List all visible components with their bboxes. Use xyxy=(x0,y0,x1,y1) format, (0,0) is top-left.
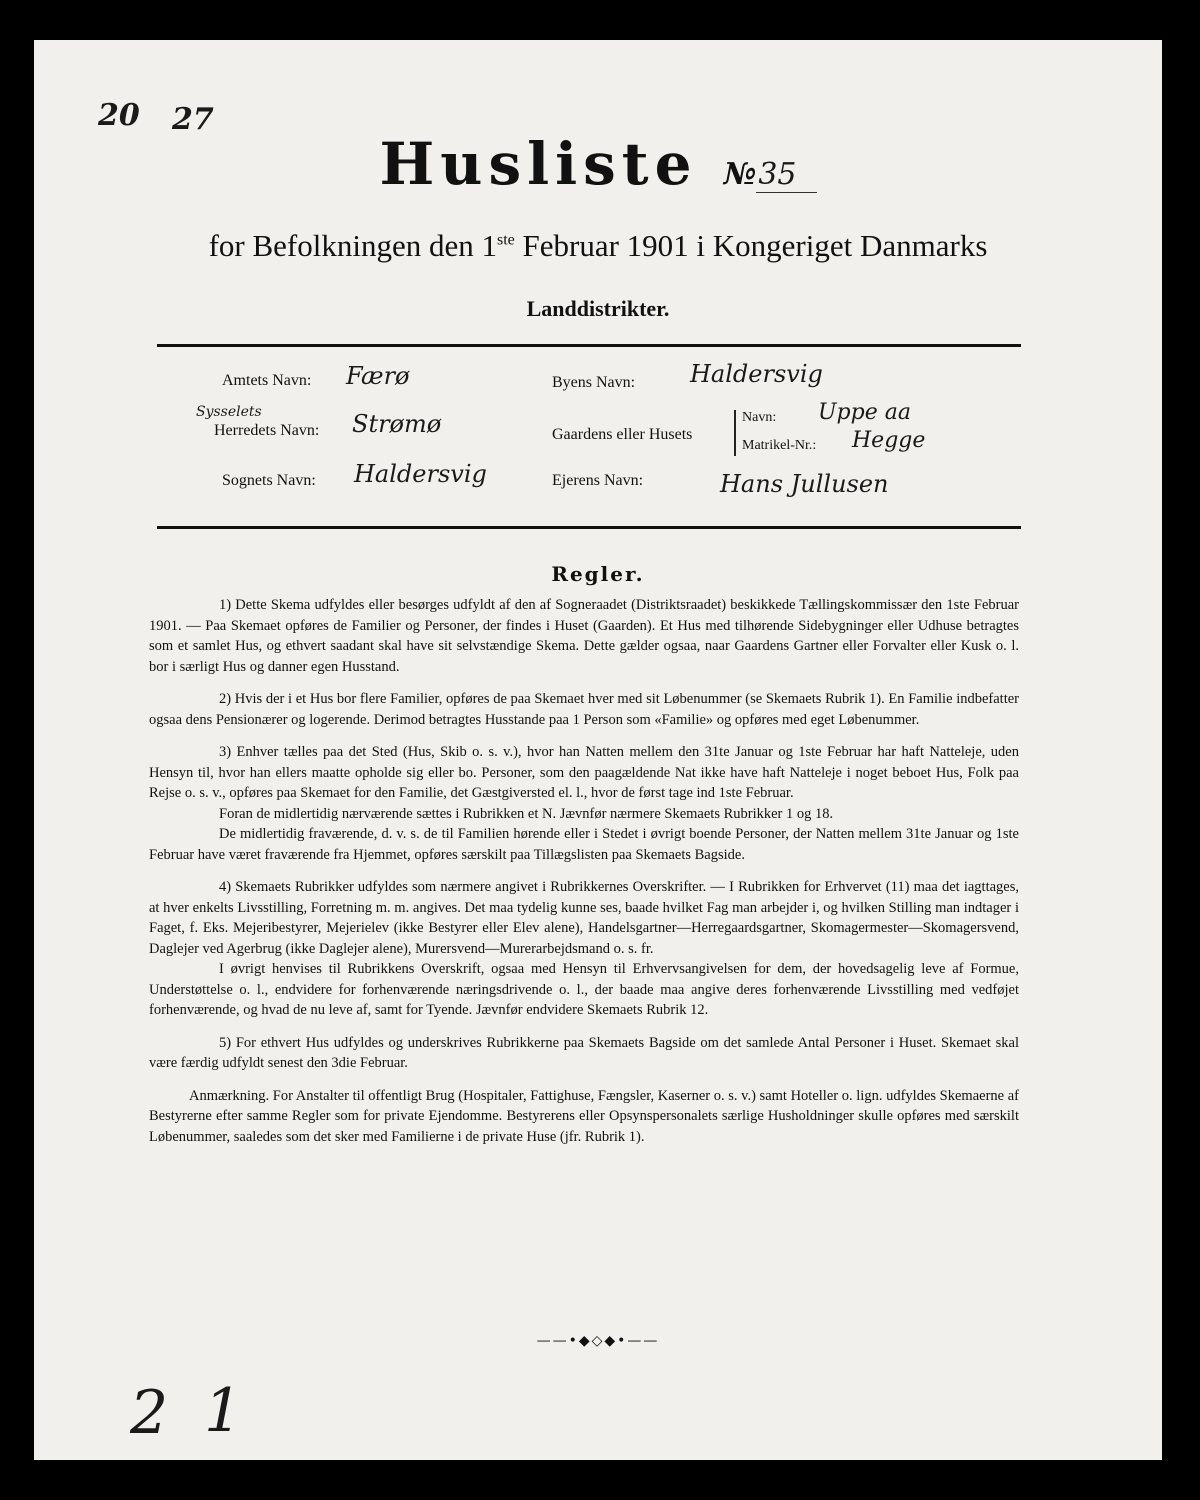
navn-label: Navn: xyxy=(742,410,777,425)
bottom-divider xyxy=(157,526,1021,529)
gaard-label: Gaardens eller Husets xyxy=(552,426,693,443)
rules-heading: Regler. xyxy=(551,562,645,586)
gaard-bracket xyxy=(734,410,736,456)
herred-label: Herredets Navn: xyxy=(214,422,320,439)
district-heading: Landdistrikter. xyxy=(526,296,670,321)
subtitle-post: Februar 1901 i Kongeriget Danmarks xyxy=(514,228,988,263)
by-label: Byens Navn: xyxy=(552,374,636,391)
rule-4-note: I øvrigt henvises til Rubrikkens Overskrift, ogsaa med Hensyn til Erhvervsangivelsen for dem, der hovedsagelig leve af Formue, Understøttelse o. l., endvidere for forhenværende næringsdrivende o. l., der baade maa angive deres forhenværende Livsstilling med vedføjet forhenværende, og hvad de nu leve af, samt for Tyende. Jævnfør endvidere Skemaets Rubrik 12. xyxy=(149,961,1019,1018)
number-label: № xyxy=(723,157,757,192)
bottom-number-right: 1 xyxy=(204,1376,243,1446)
ornament: ——•◆◇◆•—— xyxy=(536,1333,660,1349)
bottom-number-left: 2 xyxy=(130,1378,169,1448)
subtitle-sup: ste xyxy=(496,231,515,249)
sogn-value: Haldersvig xyxy=(354,460,487,488)
rule-3-note-a: Foran de midlertidig nærværende sættes i Rubrikken et N. Jævnfør nærmere Skemaets Rubrikker 1 og 18. xyxy=(219,805,834,822)
herred-value: Strømø xyxy=(352,410,442,438)
number-value: 35 xyxy=(756,157,816,193)
rule-3: 3) Enhver tælles paa det Sted (Hus, Skib o. s. v.), hvor han Natten mellem den 31te Januar og 1ste Februar har haft Natteleje, uden Hensyn til, hvor han ellers maatte opholde sig eller bo. Personer, som den paagældende Nat ikke have haft Natteleje i noget beboet Hus, Folk paa Rejse o. s. v., opføres paa Skemaet for den Familie, det Gæstgiversted el. l., hvor de først tage ind 1ste Februar. xyxy=(149,744,1019,801)
amt-label: Amtets Navn: xyxy=(222,372,312,389)
rules-body xyxy=(149,595,1019,1159)
title-text: Husliste xyxy=(379,130,698,198)
annotation-note: Anmærkning. For Anstalter til offentligt Brug (Hospitaler, Fattighuse, Fængsler, Kaserner o. s. v.) samt Hoteller o. lign. udfyldes Skemaerne af Bestyrerne efter samme Regler som for private Ejendomme. Bestyrerens eller Opsynspersonalets særlige Husholdninger skulle opføres med særskilt Løbenummer, saaledes som det sker med Familierne i de private Huse (jfr. Rubrik 1). xyxy=(149,1087,1019,1145)
top-divider xyxy=(157,344,1021,347)
corner-number-right: 27 xyxy=(172,102,214,137)
amt-value: Færø xyxy=(346,362,410,390)
ejer-label: Ejerens Navn: xyxy=(552,472,644,489)
by-value: Haldersvig xyxy=(690,360,823,388)
subtitle xyxy=(34,228,1162,264)
rule-3-note-b: De midlertidig fraværende, d. v. s. de til Familien hørende eller i Stedet i øvrigt boende Personer, der Natten mellem 31te Januar og 1ste Februar have været fraværende fra Hjemmet, opføres særskilt paa Tillægslisten paa Skemaets Bagside. xyxy=(149,826,1019,863)
sogn-label: Sognets Navn: xyxy=(222,472,316,489)
rule-1: 1) Dette Skema udfyldes eller besørges udfyldt af den af Sogneraadet (Distriktsraadet) beskikkede Tællingskommissær den 1ste Februar 1901. — Paa Skemaet opføres de Familier og Personer, der findes i Huset (Gaarden). Et Hus med tilhørende Sidebygninger eller Udhuse betragtes som et samlet Hus, og ethvert saadant skal have sit selvstændige Skema. Dette gælder ogsaa, naar Gaardens Gartner eller Forvalter eller Kusk o. l. bor i særligt Hus og danner egen Husstand. xyxy=(149,597,1019,675)
ejer-value: Hans Jullusen xyxy=(720,470,889,498)
page-title xyxy=(34,130,1162,198)
matrikel-value: Hegge xyxy=(852,428,926,453)
matrikel-label: Matrikel-Nr.: xyxy=(742,438,817,453)
rule-4: 4) Skemaets Rubrikker udfyldes som nærmere angivet i Rubrikkernes Overskrifter. — I Rubrikken for Erhvervet (11) maa det iagttages, at hver enkelts Livsstilling, Forretning m. m. angives. Det maa tydelig kunne ses, baade hvilket Fag man arbejder i, og hvilken Stilling man indtager i Faget, f. Eks. Mejeribestyrer, Mejerielev (ikke Bestyrer eller Elev alene), Handelsgartner—Herregaardsgartner, Skomagermester—Skomagersvend, Daglejer ved Agerbrug (ikke Daglejer alene), Murersvend—Murerarbejdsmand o. s. fr. xyxy=(149,879,1019,957)
rule-2: 2) Hvis der i et Hus bor flere Familier, opføres de paa Skemaet hver med sit Løbenummer (se Skemaets Rubrik 1). En Familie indbefatter ogsaa dens Pensionærer og logerende. Derimod betragtes Husstande paa 1 Person som «Familie» og opføres med eget Løbenummer. xyxy=(149,691,1019,728)
herred-annotation: Sysselets xyxy=(196,404,262,420)
subtitle-pre: for Befolkningen den 1 xyxy=(208,228,497,263)
census-form xyxy=(34,40,1162,1460)
rule-5: 5) For ethvert Hus udfyldes og underskrives Rubrikkerne paa Skemaets Bagside om det samlede Antal Personer i Huset. Skemaet skal være færdig udfyldt senest den 3die Februar. xyxy=(149,1034,1019,1071)
navn-value: Uppe aa xyxy=(818,400,911,425)
corner-number-left: 20 xyxy=(98,98,140,133)
